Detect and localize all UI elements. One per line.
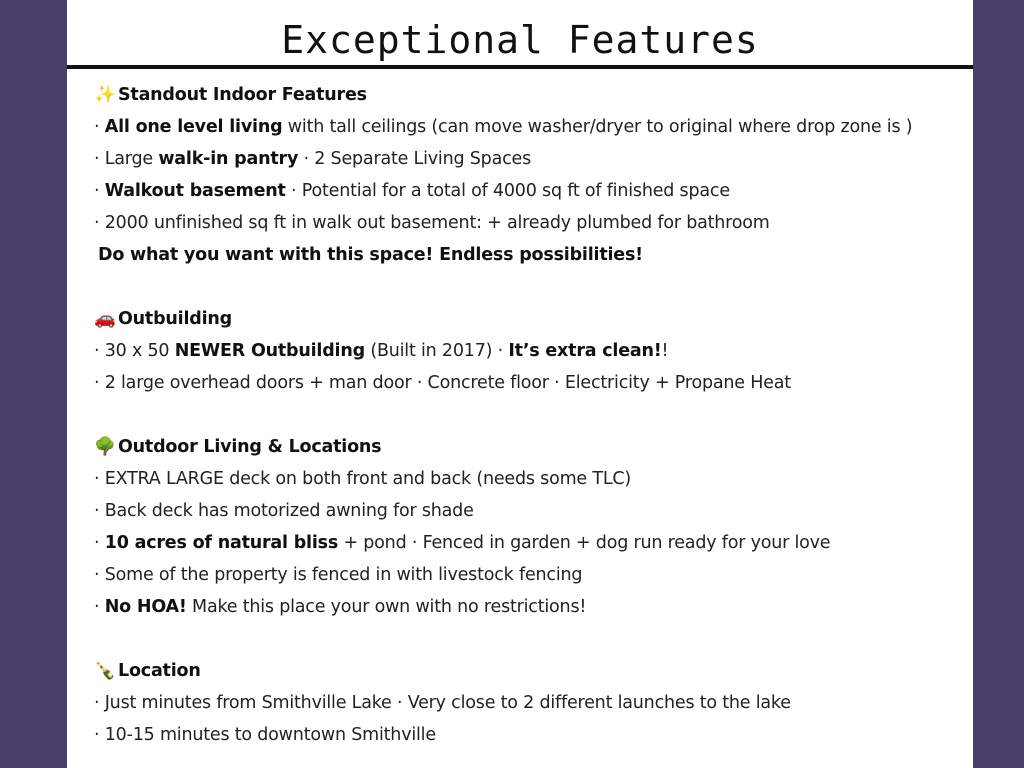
document-page <box>67 0 973 768</box>
indoor-callout: Do what you want with this space! Endless possibilities! <box>98 245 643 265</box>
outbuilding-item-2: · 2 large overhead doors + man door · Concrete floor · Electricity + Propane Heat <box>94 373 791 393</box>
outdoor-item-3: · 10 acres of natural bliss + pond · Fenced in garden + dog run ready for your love <box>94 533 831 553</box>
section-spacer <box>94 399 964 431</box>
page-title: Exceptional Features <box>281 18 759 62</box>
outdoor-item-1: · EXTRA LARGE deck on both front and back (needs some TLC) <box>94 469 632 489</box>
title-divider <box>67 65 973 69</box>
indoor-item-1: · All one level living with tall ceilings (can move washer/dryer to original where drop zone is ) <box>94 117 913 137</box>
tree-icon: 🌳 <box>94 437 116 457</box>
section-heading-outbuilding: 🚗 Outbuilding <box>94 303 964 335</box>
indoor-item-3: · Walkout basement · Potential for a total of 4000 sq ft of finished space <box>94 181 730 201</box>
features-content <box>94 79 964 751</box>
section-spacer <box>94 623 964 655</box>
indoor-item-4: · 2000 unfinished sq ft in walk out basement: + already plumbed for bathroom <box>94 213 770 233</box>
section-heading-indoor: ✨ Standout Indoor Features <box>94 79 964 111</box>
car-icon: 🚗 <box>94 309 116 329</box>
location-item-2: · 10-15 minutes to downtown Smithville <box>94 725 436 745</box>
outdoor-item-5: · No HOA! Make this place your own with no restrictions! <box>94 597 587 617</box>
indoor-item-2: · Large walk-in pantry · 2 Separate Living Spaces <box>94 149 531 169</box>
outbuilding-item-1: · 30 x 50 NEWER Outbuilding (Built in 2017) · It’s extra clean!! <box>94 341 669 361</box>
section-heading-location: 🍾 Location <box>94 655 964 687</box>
sparkles-icon: ✨ <box>94 85 116 105</box>
section-heading-outdoor: 🌳 Outdoor Living & Locations <box>94 431 964 463</box>
outdoor-item-2: · Back deck has motorized awning for shade <box>94 501 474 521</box>
location-item-1: · Just minutes from Smithville Lake · Very close to 2 different launches to the lake <box>94 693 791 713</box>
outdoor-item-4: · Some of the property is fenced in with livestock fencing <box>94 565 583 585</box>
section-spacer <box>94 271 964 303</box>
bottle-icon: 🍾 <box>94 661 116 681</box>
